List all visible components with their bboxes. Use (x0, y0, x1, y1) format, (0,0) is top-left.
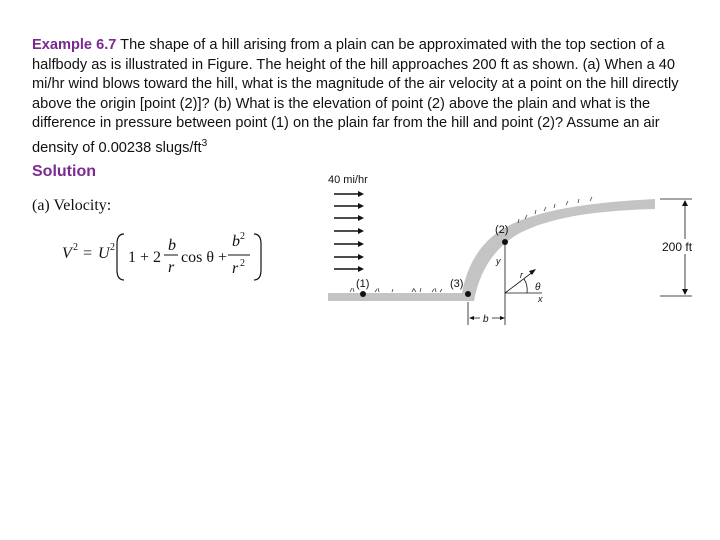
point-3-label: (3) (450, 278, 464, 290)
solution-heading: Solution (32, 163, 96, 180)
b-dim-arrow-left (469, 316, 474, 320)
eq-u: U (98, 245, 110, 262)
x-axis-label: x (538, 294, 543, 304)
problem-statement (32, 36, 700, 158)
eq-frac2-den-exp: 2 (240, 258, 245, 269)
theta-label: θ (535, 282, 541, 293)
b-label: b (483, 314, 489, 325)
eq-frac2-num-exp: 2 (240, 231, 245, 242)
eq-frac2-den: r (232, 260, 239, 277)
velocity-label: (a) Velocity: (32, 197, 112, 214)
halfbody-hill-figure (320, 165, 705, 330)
eq-one-plus: 1 + 2 (128, 249, 162, 266)
y-axis-label: y (496, 256, 501, 266)
eq-cos: cos θ + (181, 249, 228, 266)
height-label: 200 ft (662, 240, 693, 254)
theta-arc (524, 279, 527, 293)
eq-left-paren (117, 234, 124, 280)
point-1-marker (360, 291, 366, 297)
wind-speed-label: 40 mi/hr (328, 174, 368, 186)
wind-arrowheads (358, 191, 364, 272)
example-label: Example 6.7 (32, 37, 117, 53)
wind-arrows (334, 194, 360, 269)
ground-plain (328, 293, 462, 301)
eq-frac2-num: b (232, 233, 240, 250)
point-1-label: (1) (356, 278, 370, 290)
eq-lhs: V (62, 245, 72, 262)
eq-frac1-den: r (168, 259, 175, 276)
hill-surface (462, 199, 655, 301)
b-dim-arrow-right (500, 316, 505, 320)
problem-exponent: 3 (201, 137, 208, 149)
point-2-label: (2) (495, 224, 509, 236)
eq-frac1-num: b (168, 237, 176, 254)
height-arrow-top (682, 200, 688, 206)
eq-equals: = (79, 245, 97, 262)
eq-lhs-exp: 2 (73, 242, 78, 253)
problem-text: The shape of a hill arising from a plain can be approximated with the top section of a halfbody as is illustrated in Figure. The height of the hill approaches 200 ft as shown. (a) When a 40 mi/hr wind blows toward the hill, what is the magnitude of the air velocity at a point on the hill directly above the origin [point (2)]? (b) What is the elevation of point (2) above the plain and what is the difference in pressure between point (1) on the plain far from the hill and point (2)? Assume an air density of 0.00238 slugs/ft (32, 37, 679, 156)
velocity-equation (60, 226, 270, 286)
eq-right-paren (254, 234, 261, 280)
height-arrow-bottom (682, 289, 688, 295)
r-label: r (520, 270, 523, 280)
point-3-marker (465, 291, 471, 297)
eq-u-exp: 2 (110, 242, 115, 253)
